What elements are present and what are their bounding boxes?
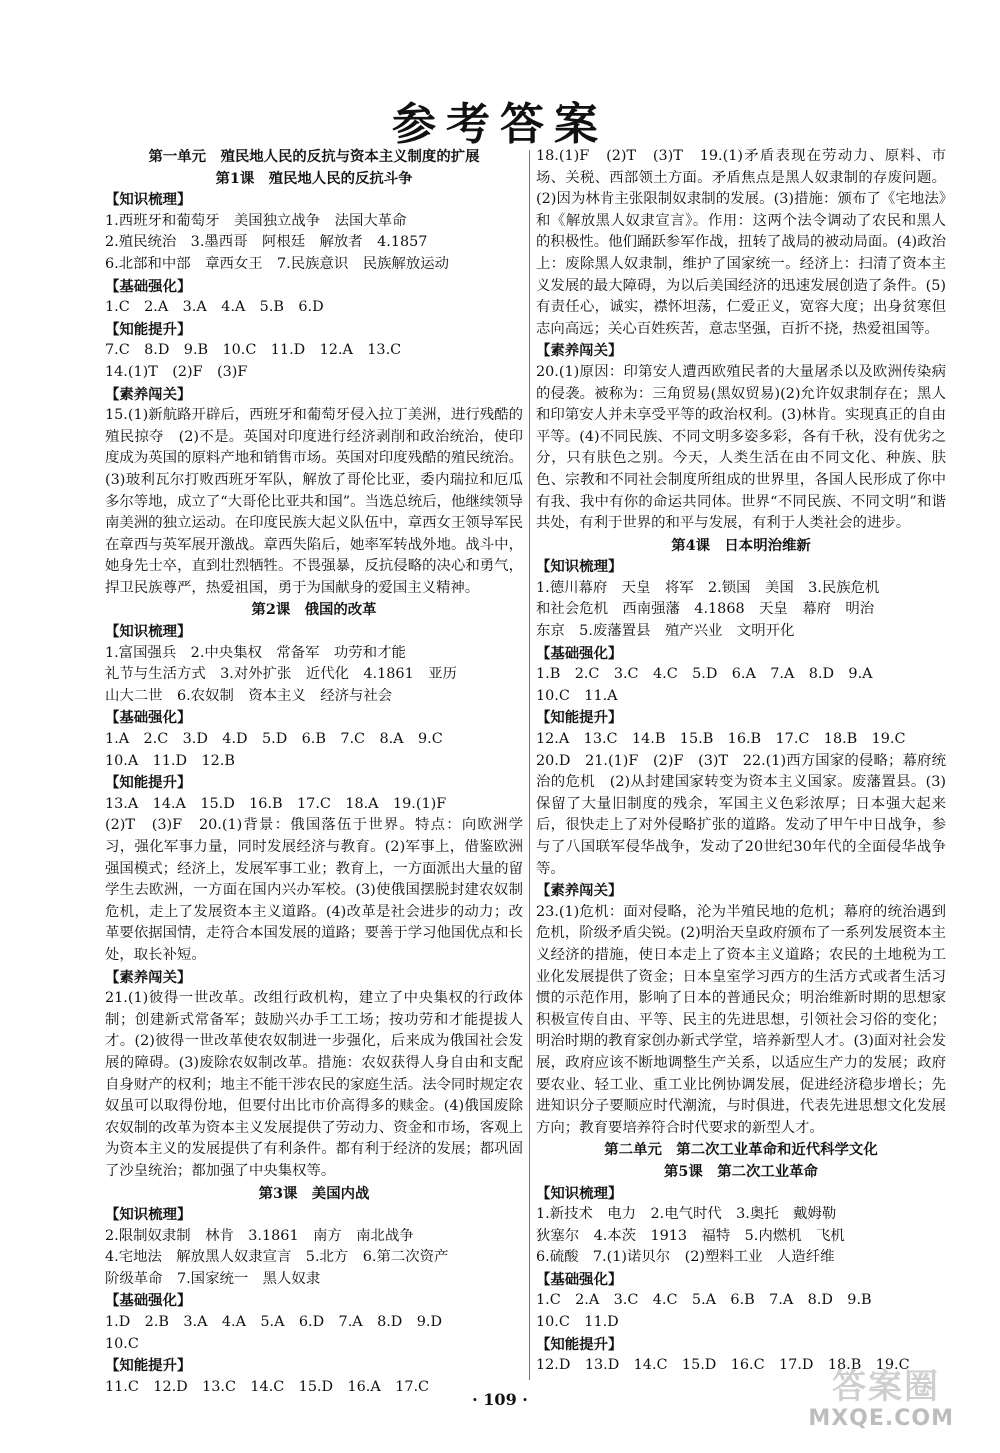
answer-line: 1.德川幕府 天皇 将军 2.锁国 美国 3.民族危机 [536,579,880,596]
answer-paragraph: 15.(1)新航路开辟后，西班牙和葡萄牙侵入拉丁美洲，进行残酷的殖民掠夺 (2)不是。英国对印度进行经济剥削和政治统治，使印度成为英国的原料产地和销售市场。英国对印度残酷的殖民统治。(3)玻利瓦尔打败西班牙军队，解放了哥伦比亚，委内瑞拉和厄瓜多尔等地，成立了“大哥伦比亚共和国”。当选总统后，他继续领导南美洲的独立运动。在印度民族大起义队伍中，章西女王领导军民在章西与英军展开激战。章西失陷后，她率军转战外地。战斗中，她身先士卒，直到壮烈牺牲。不畏强暴，反抗侵略的决心和勇气，捍卫民族尊严，热爱祖国，勇于为国献身的爱国主义精神。 [105,407,523,596]
answer-line: 12.D 13.D 14.C 15.D 16.C 17.D 18.B 19.C [536,1357,910,1374]
answer-line: 10.A 11.D 12.B [105,752,235,769]
watermark-site: MXQE.COM [808,1406,954,1431]
answer-line: 礼节与生活方式 3.对外扩张 近代化 4.1861 亚历 [105,666,457,683]
answer-paragraph: 20.(1)原因：印第安人遭西欧殖民者的大量屠杀以及欧洲传染病的侵袭。被称为：三角贸易(黑奴贸易)(2)允许奴隶制存在；黑人和印第安人并未享受平等的政治权利。(3)林肯。实现真正的自由平等。(4)不同民族、不同文明多姿多彩，各有千秋，没有优劣之分，只有肤色之别。今天，人类生活在由不同文化、种族、肤色、宗教和不同社会制度所组成的世界里，各国人民形成了你中有我、我中有你的命运共同体。世界“不同民族、不同文明”和谐共处，有利于世界的和平与发展，有利于人类社会的进步。 [536,363,946,532]
lesson-heading: 第3课 美国内战 [258,1184,370,1202]
answer-paragraph: 21.(1)彼得一世改革。改组行政机构，建立了中央集权的行政体制；创建新式常备军；鼓励兴办手工工场；按功劳和才能提拔人才。(2)彼得一世改革使农奴制进一步强化，后来成为俄国社会发展的障碍。(3)废除农奴制改革。措施：农奴获得人身自由和支配自身财产的权利；地主不能干涉农民的家庭生活。法令同时规定农奴虽可以取得份地，但要付出比市价高得多的赎金。(4)俄国废除农奴制的改革为资本主义发展提供了劳动力、资金和市场，客观上为资本主义的发展提供了有利条件。都有利于经济的发展；都巩固了沙皇统治；都加强了中央集权等。 [105,990,523,1179]
answer-paragraph: 18.(1)F (2)T (3)T 19.(1)矛盾表现在劳动力、原料、市场、关税、西部领土方面。矛盾焦点是黑人奴隶制的存废问题。(2)因为林肯主张限制奴隶制的发展。(3)措施：颁布了《宅地法》和《解放黑人奴隶宣言》。作用：这两个法令调动了农民和黑人的积极性。他们踊跃参军作战，扭转了战局的被动局面。(4)政治上：废除黑人奴隶制，维护了国家统一。经济上：扫清了资本主义发展的最大障碍，为以后美国经济的迅速发展创造了条件。(5)有责任心，诚实，襟怀坦荡，仁爱正义，宽容大度；出身贫寒但志向高远；关心百姓疾苦，意志坚强，百折不挠，热爱祖国等。 [536,148,946,337]
section-heading: 【素养闯关】 [536,882,623,900]
answer-line: 1.B 2.C 3.C 4.C 5.D 6.A 7.A 8.D 9.A [536,666,873,683]
watermark-logo [780,1359,960,1439]
answer-line: 13.A 14.A 15.D 16.B 17.C 18.A 19.(1)F [105,795,447,812]
answer-line: 4.宅地法 解放黑人奴隶宣言 5.北方 6.第二次资产 [105,1249,449,1266]
section-heading: 【素养闯关】 [105,385,192,403]
section-heading: 【素养闯关】 [536,342,623,360]
answer-line: 东京 5.废藩置县 殖产兴业 文明开化 [536,623,795,640]
lesson-heading: 第4课 日本明治维新 [671,536,811,554]
section-heading: 【基础强化】 [105,1292,192,1310]
answer-line: 10.C 11.D [536,1314,619,1331]
lesson-heading: 第5课 第二次工业革命 [664,1162,818,1180]
section-heading: 【基础强化】 [105,709,192,727]
section-heading: 【知能提升】 [536,1335,623,1353]
answer-line: 11.C 12.D 13.C 14.C 15.D 16.A 17.C [105,1378,430,1395]
answer-line: 7.C 8.D 9.B 10.C 11.D 12.A 13.C [105,342,402,359]
left-column [105,146,523,1398]
section-heading: 【素养闯关】 [105,968,192,986]
answer-line: 1.新技术 电力 2.电气时代 3.奥托 戴姆勒 [536,1206,837,1223]
lesson-heading: 第1课 殖民地人民的反抗斗争 [215,169,413,187]
page-title: 参考答案 [392,99,608,150]
right-column [536,146,946,1377]
answer-line: 1.A 2.C 3.D 4.D 5.D 6.B 7.C 8.A 9.C [105,731,443,748]
section-heading: 【知识梳理】 [105,191,192,209]
section-heading: 【知识梳理】 [105,1206,192,1224]
answer-line: 山大二世 6.农奴制 资本主义 经济与社会 [105,687,393,704]
answer-line: 12.A 13.C 14.B 15.B 16.B 17.C 18.B 19.C [536,731,906,748]
section-heading: 【知识梳理】 [105,623,192,641]
section-heading: 【知能提升】 [105,774,192,792]
answer-line: 6.硫酸 7.(1)诺贝尔 (2)塑料工业 人造纤维 [536,1249,835,1266]
answer-line: 1.C 2.A 3.C 4.C 5.A 6.B 7.A 8.D 9.B [536,1292,872,1309]
section-heading: 【知识梳理】 [536,1184,623,1202]
answer-line: 14.(1)T (2)F (3)F [105,363,248,380]
answer-line: 1.西班牙和葡萄牙 美国独立战争 法国大革命 [105,212,407,229]
answer-paragraph: 23.(1)危机：面对侵略，沦为半殖民地的危机；幕府的统治遇到危机，阶级矛盾尖锐。(2)明治天皇政府颁布了一系列发展资本主义经济的措施，使日本走上了资本主义道路；农民的土地税为工业化发展提供了资金；日本皇室学习西方的生活方式或者生活习惯的示范作用，影响了日本的普通民众；明治维新时期的思想家积极宣传自由、平等、民主的先进思想，引领社会习俗的变化；明治时期的教育家创办新式学堂，培养新型人才。(3)面对社会发展，政府应该不断地调整生产关系，以适应生产力的发展；政府要农业、轻工业、重工业比例协调发展，促进经济稳步增长；先进知识分子要顺应时代潮流，与时俱进，代表先进思想文化发展方向；教育要培养符合时代要求的新型人才。 [536,903,946,1136]
answer-line: 6.北部和中部 章西女王 7.民族意识 民族解放运动 [105,255,450,272]
section-heading: 【基础强化】 [105,277,192,295]
answer-line: 狄塞尔 4.本茨 1913 福特 5.内燃机 飞机 [536,1227,845,1244]
answer-line: 阶级革命 7.国家统一 黑人奴隶 [105,1270,321,1287]
answer-line: 1.D 2.B 3.A 4.A 5.A 6.D 7.A 8.D 9.D [105,1314,442,1331]
answer-line: 10.C [105,1335,139,1352]
answer-paragraph: (2)T (3)F 20.(1)背景：俄国落伍于世界。特点：向欧洲学习，强化军事力量，同时发展经济与教育。(2)军事上，借鉴欧洲强国模式；经济上，发展军事工业；教育上，一方面派出大量的留学生去欧洲，一方面在国内兴办军校。(3)使俄国摆脱封建农奴制危机，走上了发展资本主义道路。(4)改革是社会进步的动力；改革要依据国情，走符合本国发展的道路；要善于学习他国优点和长处，取长补短。 [105,817,523,963]
column-divider [529,150,530,1380]
answer-line: 1.富国强兵 2.中央集权 常备军 功劳和才能 [105,644,406,661]
answer-line: 2.殖民统治 3.墨西哥 阿根廷 解放者 4.1857 [105,234,428,251]
unit-heading: 第二单元 第二次工业革命和近代科学文化 [604,1141,878,1159]
lesson-heading: 第2课 俄国的改革 [251,601,377,619]
section-heading: 【知能提升】 [105,1357,192,1375]
answer-line: 1.C 2.A 3.A 4.A 5.B 6.D [105,299,324,316]
section-heading: 【基础强化】 [536,644,623,662]
section-heading: 【知能提升】 [105,320,192,338]
section-heading: 【知能提升】 [536,709,623,727]
section-heading: 【基础强化】 [536,1270,623,1288]
answer-paragraph: 20.D 21.(1)F (2)F (3)T 22.(1)西方国家的侵略；幕府统治的危机 (2)从封建国家转变为资本主义国家。废藩置县。(3)保留了大量旧制度的残余，军国主义色彩浓厚；日本强大起来后，很快走上了对外侵略扩张的道路。发动了甲午中日战争，参与了八国联军侵华战争，发动了20世纪30年代的全面侵华战争等。 [536,752,946,877]
unit-heading: 第一单元 殖民地人民的反抗与资本主义制度的扩展 [148,148,480,165]
page-number: · 109 · [472,1390,528,1409]
section-heading: 【知识梳理】 [536,558,623,576]
answer-line: 2.限制奴隶制 林肯 3.1861 南方 南北战争 [105,1227,414,1244]
answer-line: 和社会危机 西南强藩 4.1868 天皇 幕府 明治 [536,601,875,618]
watermark-logo-text: 答案圈 [832,1367,940,1407]
answer-line: 10.C 11.A [536,687,618,704]
